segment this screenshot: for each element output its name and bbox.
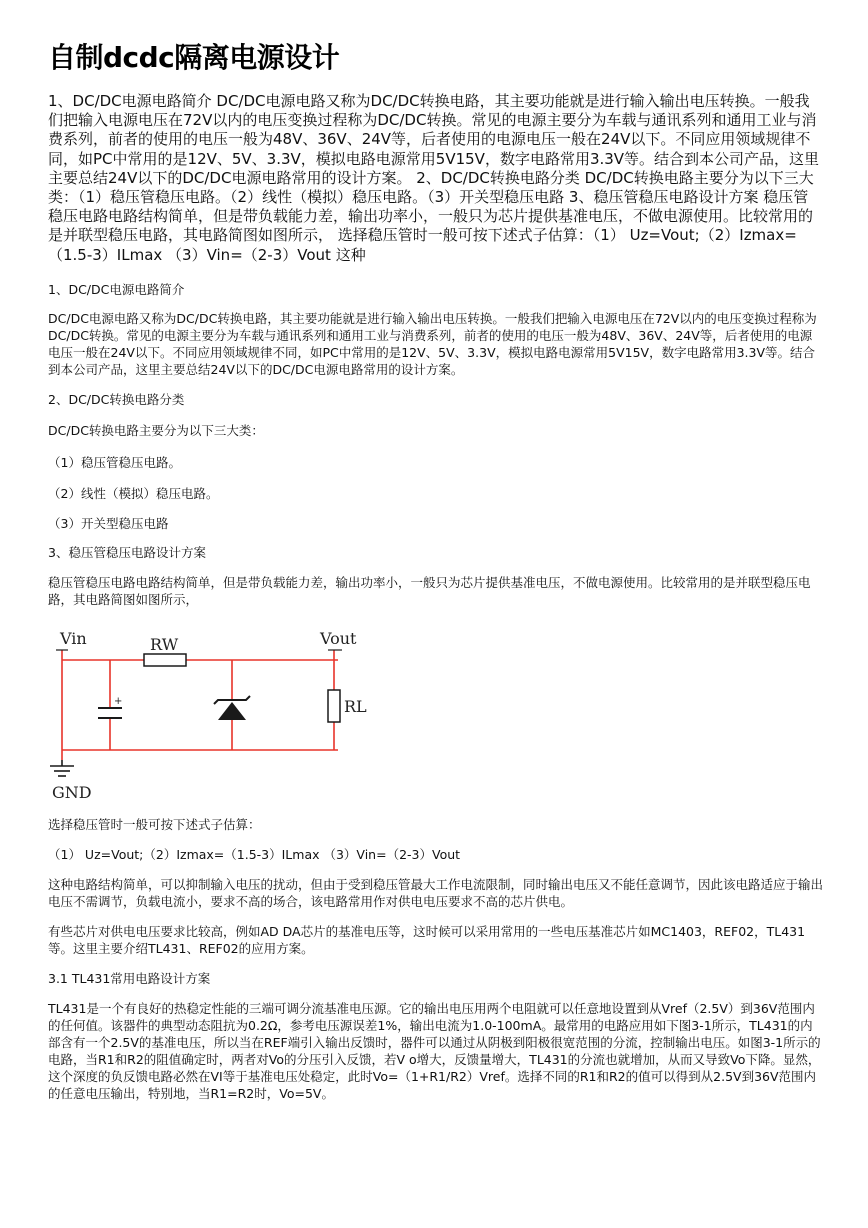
section-3-description: 这种电路结构简单，可以抑制输入电压的扰动，但由于受到稳压管最大工作电流限制，同时输出电压又不能任意调节，因此该电路适应于输出电压不需调节，负载电流小，要求不高的场合，该电路常用作对供电电压要求不高的芯片供电。 (48, 877, 824, 909)
rl-resistor (328, 690, 340, 722)
summary-paragraph: 1、DC/DC电源电路简介 DC/DC电源电路又称为DC/DC转换电路，其主要功能就是进行输入输出电压转换。一般我们把输入电源电压在72V以内的电压变换过程称为DC/DC转换。常见的电源主要分为车载与通讯系列和通用工业与消费系列，前者的使用的电压一般为48V、36V、24V等，后者使用的电源电压一般在24V以下。不同应用领域规律不同，如PC中常用的是12V、5V、3.3V，模拟电路电源常用5V15V，数字电路常用3.3V等。结合到本公司产品，这里主要总结24V以下的DC/DC电源电路常用的设计方案。 2、DC/DC转换电路分类 DC/DC转换电路主要分为以下三大类：（1）稳压管稳压电路。（2）线性（模拟）稳压电路。（3）开关型稳压电路 3、稳压管稳压电路设计方案 稳压管稳压电路电路结构简单，但是带负载能力差，输出功率小，一般只为芯片提供基准电压，不做电源使用。比较常用的是并联型稳压电路，其电路简图如图所示， 选择稳压管时一般可按下述式子估算：（1） Uz=Vout;（2）Izmax=（1.5-3）ILmax （3）Vin=（2-3）Vout 这种 (48, 92, 820, 264)
section-3-select-text: 选择稳压管时一般可按下述式子估算： (48, 817, 261, 832)
section-3-formula: （1） Uz=Vout;（2）Izmax=（1.5-3）ILmax （3）Vin=（2-3）Vout (48, 847, 461, 862)
rl-label: RL (344, 697, 367, 716)
section-2-item-1: （1）稳压管稳压电路。 (48, 455, 181, 470)
section-2-intro: DC/DC转换电路主要分为以下三大类： (48, 423, 264, 438)
gnd-label: GND (52, 783, 92, 802)
page-title: 自制dcdc隔离电源设计 (48, 41, 340, 74)
circuit-wires (62, 650, 338, 760)
section-1-body: DC/DC电源电路又称为DC/DC转换电路，其主要功能就是进行输入输出电压转换。一般我们把输入电源电压在72V以内的电压变换过程称为DC/DC转换。常见的电源主要分为车载与通讯系列和通用工业与消费系列，前者的使用的电压一般为48V、36V、24V等，后者使用的电源电压一般在24V以下。不同应用领域规律不同，如PC中常用的是12V、5V、3.3V，模拟电路电源常用5V15V，数字电路常用3.3V等。结合到本公司产品，这里主要总结24V以下的DC/DC电源电路常用的设计方案。 (48, 311, 817, 377)
capacitor-polarity: + (114, 696, 123, 707)
rw-resistor (144, 654, 186, 666)
section-3-heading: 3、稳压管稳压电路设计方案 (48, 545, 206, 560)
section-2-item-3: （3）开关型稳压电路 (48, 516, 169, 531)
section-1-heading: 1、DC/DC电源电路简介 (48, 282, 185, 297)
section-2-heading: 2、DC/DC转换电路分类 (48, 392, 185, 407)
section-3-body: 稳压管稳压电路电路结构简单，但是带负载能力差，输出功率小，一般只为芯片提供基准电压，不做电源使用。比较常用的是并联型稳压电路，其电路简图如图所示， (48, 575, 811, 607)
vin-label: Vin (60, 629, 87, 648)
section-3-1-body: TL431是一个有良好的热稳定性能的三端可调分流基准电压源。它的输出电压用两个电阻就可以任意地设置到从Vref（2.5V）到36V范围内的任何值。该器件的典型动态阻抗为0.2Ω，参考电压源误差1%，输出电流为1.0-100mA。最常用的电路应用如下图3-1所示，TL431的内部含有一个2.5V的基准电压，所以当在REF端引入输出反馈时，器件可以通过从阴极到阳极很宽范围的分流，控制输出电压。如图3-1所示的电路，当R1和R2的阻值确定时，两者对Vo的分压引入反馈，若V o增大，反馈量增大，TL431的分流也就增加，从而又导致Vo下降。显然，这个深度的负反馈电路必然在VI等于基准电压处稳定，此时Vo=（1+R1/R2）Vref。选择不同的R1和R2的值可以得到从2.5V到36V范围内的任意电压输出，特别地，当R1=R2时，Vo=5V。 (48, 1001, 821, 1101)
section-3-chips: 有些芯片对供电电压要求比较高，例如AD DA芯片的基准电压等，这时候可以采用常用的一些电压基准芯片如MC1403，REF02，TL431等。这里主要介绍TL431、REF02的应用方案。 (48, 924, 806, 956)
capacitor (98, 708, 122, 718)
section-2-item-2: （2）线性（模拟）稳压电路。 (48, 486, 219, 501)
rw-label: RW (150, 635, 179, 654)
zener-circuit-diagram (48, 624, 368, 804)
ground-symbol (50, 760, 74, 776)
zener-diode (214, 696, 250, 720)
section-3-1-heading: 3.1 TL431常用电路设计方案 (48, 971, 211, 986)
vout-label: Vout (320, 629, 357, 648)
